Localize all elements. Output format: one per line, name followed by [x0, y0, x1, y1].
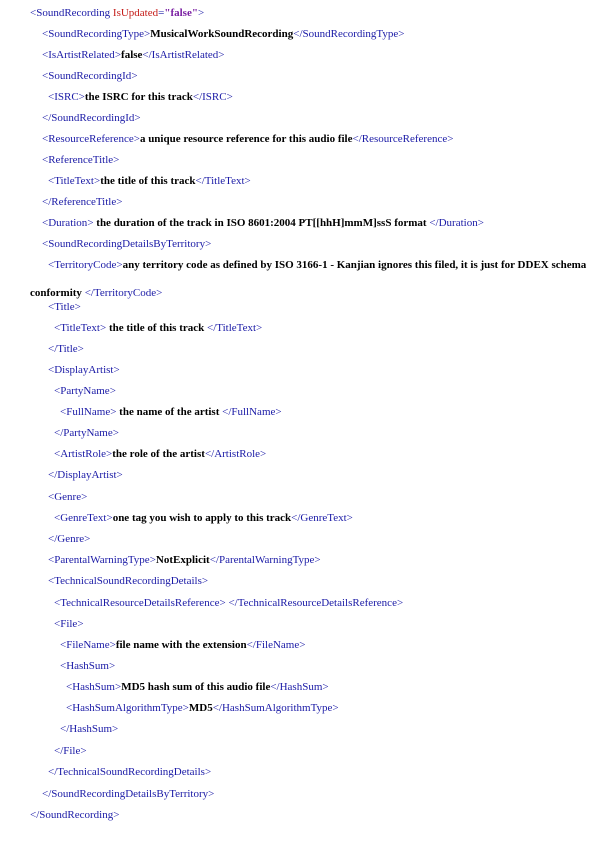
xml-close-tag: </Duration> — [429, 217, 484, 229]
xml-open-tag-end: > — [113, 809, 120, 821]
xml-open-tag: </DisplayArtist — [48, 469, 117, 481]
xml-open-tag-end: > — [106, 512, 113, 524]
xml-open-tag: <SoundRecordingType — [42, 28, 144, 40]
xml-element-value: MusicalWorkSoundRecording — [150, 28, 294, 40]
xml-attribute-value: "false" — [164, 7, 198, 19]
xml-open-tag-end: > — [106, 448, 113, 460]
xml-open-tag: </SoundRecordingDetailsByTerritory — [42, 788, 209, 800]
xml-close-tag: </GenreText> — [291, 512, 353, 524]
xml-close-tag: </TerritoryCode> — [84, 287, 163, 299]
xml-open-tag: <TechnicalResourceDetailsReference — [54, 597, 220, 609]
xml-line — [42, 787, 214, 801]
xml-open-tag-end: > — [109, 385, 116, 397]
xml-open-tag-end: > — [204, 766, 212, 778]
xml-close-tag: </IsArtistRelated> — [142, 49, 225, 61]
xml-element-value: the duration of the track in ISO 8601:2004 PT[[hhH]mmM]ssS format — [93, 217, 430, 229]
xml-line — [30, 251, 590, 307]
xml-line — [66, 680, 329, 694]
xml-close-tag: </ResourceReference> — [352, 133, 454, 145]
xml-element-value: the title of this track — [106, 322, 208, 334]
xml-line — [42, 132, 453, 146]
xml-close-tag: </HashSumAlgorithmType> — [212, 702, 339, 714]
xml-line — [60, 722, 118, 736]
xml-open-tag: <DisplayArtist — [48, 364, 114, 376]
xml-line — [60, 405, 282, 419]
xml-line — [54, 447, 266, 461]
xml-line — [48, 765, 211, 779]
xml-line — [48, 90, 233, 104]
xml-close-tag: </FileName> — [246, 639, 306, 651]
xml-open-tag-end: > — [108, 660, 116, 672]
xml-line — [54, 617, 84, 631]
xml-open-tag: </HashSum — [60, 723, 113, 735]
xml-open-tag: </TechnicalSoundRecordingDetails — [48, 766, 205, 778]
xml-attribute-name: IsUpdated — [112, 7, 159, 19]
xml-open-tag: </Title — [48, 343, 78, 355]
xml-element-value: a unique resource reference for this audio file — [139, 133, 353, 145]
xml-open-tag: <File — [54, 618, 78, 630]
xml-line — [48, 300, 81, 314]
xml-line — [42, 216, 484, 230]
xml-open-tag-end: > — [77, 343, 84, 355]
xml-element-value: NotExplicit — [155, 554, 210, 566]
xml-open-tag-end: > — [113, 364, 120, 376]
xml-open-tag-end: > — [114, 681, 122, 693]
xml-open-tag-end: > — [112, 723, 119, 735]
xml-open-tag: <ResourceReference — [42, 133, 134, 145]
xml-open-tag-end: > — [74, 301, 81, 313]
xml-line — [54, 744, 87, 758]
xml-close-tag: </TechnicalResourceDetailsReference> — [228, 597, 404, 609]
xml-line — [42, 69, 138, 83]
xml-line — [48, 574, 208, 588]
xml-open-tag: </Genre — [48, 533, 85, 545]
xml-open-tag-end: > — [143, 28, 151, 40]
xml-open-tag-end: > — [87, 217, 94, 229]
xml-element-value: the title of this track — [100, 175, 196, 187]
xml-line — [42, 195, 122, 209]
xml-open-tag-end: > — [77, 618, 84, 630]
xml-open-tag: <Title — [48, 301, 75, 313]
xml-open-tag: <TerritoryCode — [48, 259, 117, 271]
xml-open-tag-end: > — [134, 112, 141, 124]
xml-line — [48, 553, 321, 567]
xml-open-tag-end: > — [110, 406, 117, 418]
xml-line — [48, 363, 120, 377]
xml-line — [42, 111, 141, 125]
xml-open-tag: </SoundRecording — [30, 809, 114, 821]
xml-open-tag: <HashSum — [66, 681, 115, 693]
xml-open-tag-end: > — [80, 745, 87, 757]
xml-open-tag-end: > — [116, 469, 123, 481]
xml-open-tag: <Duration — [42, 217, 88, 229]
xml-open-tag: <FullName — [60, 406, 111, 418]
xml-line — [48, 532, 90, 546]
xml-open-tag-end: > — [113, 154, 120, 166]
xml-open-tag: <IsArtistRelated — [42, 49, 115, 61]
xml-element-value: any territory code as defined by ISO 3166-1 - Kanjian ignores this filed, it is just for DDEX schema conformity — [30, 259, 587, 299]
xml-line — [54, 384, 116, 398]
xml-open-tag: <HashSum — [60, 660, 109, 672]
xml-close-tag: </TitleText> — [195, 175, 251, 187]
xml-line — [54, 426, 119, 440]
xml-open-tag: <PartyName — [54, 385, 110, 397]
xml-close-tag: </ParentalWarningType> — [209, 554, 321, 566]
xml-line — [30, 808, 119, 822]
xml-open-tag: <TitleText — [48, 175, 94, 187]
xml-open-tag-end: > — [208, 788, 215, 800]
xml-open-tag: </File — [54, 745, 81, 757]
xml-element-value: the ISRC for this track — [84, 91, 193, 103]
xml-open-tag-end: > — [201, 575, 209, 587]
xml-element-value: one tag you wish to apply to this track — [112, 512, 292, 524]
xml-line — [54, 596, 403, 610]
xml-line — [54, 511, 353, 525]
xml-open-tag-end: > — [81, 491, 88, 503]
xml-close-tag: </TitleText> — [207, 322, 263, 334]
xml-line — [48, 342, 84, 356]
xml-open-tag: </PartyName — [54, 427, 113, 439]
xml-open-tag-end: > — [133, 133, 140, 145]
xml-close-tag: </HashSum> — [270, 681, 329, 693]
xml-line — [48, 468, 123, 482]
xml-element-value: MD5 hash sum of this audio file — [121, 681, 271, 693]
xml-open-tag-end: > — [205, 238, 212, 250]
xml-line — [48, 174, 251, 188]
xml-open-tag-end: > — [93, 175, 101, 187]
xml-open-tag-end: > — [112, 427, 119, 439]
xml-open-tag: <FileName — [60, 639, 110, 651]
xml-line — [30, 6, 204, 20]
xml-element-value: the name of the artist — [116, 406, 223, 418]
xml-open-tag: </ReferenceTitle — [42, 196, 117, 208]
xml-close-tag: </ISRC> — [192, 91, 233, 103]
xml-element-value: false — [121, 49, 143, 61]
xml-open-tag-end: > — [219, 597, 226, 609]
xml-open-tag: <HashSumAlgorithmType — [66, 702, 183, 714]
xml-line — [42, 237, 211, 251]
xml-attribute-equals: = — [158, 7, 165, 19]
xml-open-tag-end: > — [182, 702, 189, 714]
xml-open-tag: <Genre — [48, 491, 82, 503]
xml-open-tag: <GenreText — [54, 512, 107, 524]
xml-open-tag: <ParentalWarningType — [48, 554, 150, 566]
xml-open-tag-end: > — [131, 70, 138, 82]
xml-line — [54, 321, 262, 335]
xml-open-tag-end: > — [197, 7, 205, 19]
xml-open-tag-end: > — [99, 322, 107, 334]
xml-line — [42, 27, 404, 41]
xml-close-tag: </ArtistRole> — [204, 448, 267, 460]
xml-line — [60, 638, 305, 652]
xml-element-value: MD5 — [188, 702, 213, 714]
xml-open-tag: <ISRC — [48, 91, 79, 103]
xml-open-tag-end: > — [116, 259, 123, 271]
xml-open-tag-end: > — [116, 196, 123, 208]
xml-open-tag-end: > — [109, 639, 116, 651]
xml-open-tag-end: > — [149, 554, 156, 566]
xml-open-tag: <SoundRecordingId — [42, 70, 132, 82]
xml-open-tag: <SoundRecording — [30, 7, 111, 19]
xml-line — [66, 701, 339, 715]
xml-open-tag: <SoundRecordingDetailsByTerritory — [42, 238, 206, 250]
xml-open-tag: <TitleText — [54, 322, 100, 334]
xml-open-tag-end: > — [84, 533, 91, 545]
xml-open-tag-end: > — [114, 49, 122, 61]
xml-line — [60, 659, 115, 673]
xml-element-value: the role of the artist — [112, 448, 205, 460]
xml-line — [48, 490, 87, 504]
xml-open-tag: <ReferenceTitle — [42, 154, 114, 166]
xml-close-tag: </FullName> — [222, 406, 282, 418]
xml-line — [42, 48, 224, 62]
xml-open-tag: <ArtistRole — [54, 448, 107, 460]
xml-close-tag: </SoundRecordingType> — [293, 28, 405, 40]
xml-open-tag-end: > — [78, 91, 85, 103]
xml-open-tag: <TechnicalSoundRecordingDetails — [48, 575, 202, 587]
xml-open-tag: </SoundRecordingId — [42, 112, 135, 124]
xml-line — [42, 153, 119, 167]
xml-element-value: file name with the extension — [115, 639, 247, 651]
